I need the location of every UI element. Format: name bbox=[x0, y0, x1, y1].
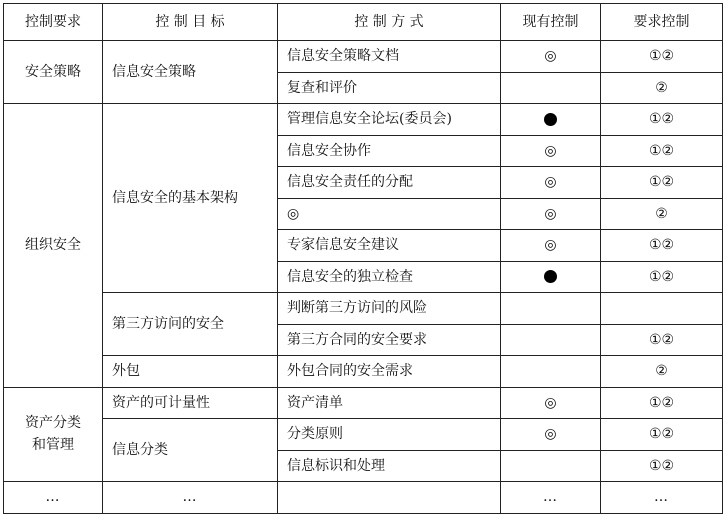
category-line: 和管理 bbox=[32, 437, 74, 454]
table-row bbox=[4, 41, 723, 73]
goal-cell: 外包 bbox=[103, 356, 278, 388]
method-cell: 信息标识和处理 bbox=[278, 450, 501, 482]
current-control-cell: … bbox=[501, 482, 601, 514]
table-row bbox=[4, 356, 723, 388]
current-control-cell: ◎ bbox=[501, 135, 601, 167]
table-row bbox=[4, 419, 723, 451]
current-control-cell bbox=[501, 324, 601, 356]
required-control-cell: ①② bbox=[601, 261, 723, 293]
required-control-cell: ①② bbox=[601, 41, 723, 73]
current-control-cell: ◎ bbox=[501, 230, 601, 262]
method-cell: 第三方合同的安全要求 bbox=[278, 324, 501, 356]
control-table-wrapper bbox=[3, 3, 723, 514]
required-control-cell: ①② bbox=[601, 135, 723, 167]
method-cell: 分类原则 bbox=[278, 419, 501, 451]
required-control-cell: ② bbox=[601, 356, 723, 388]
required-control-cell: ② bbox=[601, 72, 723, 104]
current-control-cell: ◎ bbox=[501, 198, 601, 230]
goal-cell: 信息分类 bbox=[103, 419, 278, 482]
current-control-cell bbox=[501, 293, 601, 325]
category-cell: 组织安全 bbox=[4, 104, 103, 388]
filled-circle-marker bbox=[544, 270, 557, 283]
header-goal: 控 制 目 标 bbox=[103, 4, 278, 41]
header-category: 控制要求 bbox=[4, 4, 103, 41]
current-control-cell bbox=[501, 450, 601, 482]
control-requirements-table bbox=[3, 3, 723, 514]
category-cell: … bbox=[4, 482, 103, 514]
required-control-cell: … bbox=[601, 482, 723, 514]
method-cell: 专家信息安全建议 bbox=[278, 230, 501, 262]
header-method: 控 制 方 式 bbox=[278, 4, 501, 41]
required-control-cell: ①② bbox=[601, 324, 723, 356]
method-cell: 复查和评价 bbox=[278, 72, 501, 104]
method-cell: 信息安全责任的分配 bbox=[278, 167, 501, 199]
category-cell bbox=[4, 387, 103, 482]
goal-cell: 资产的可计量性 bbox=[103, 387, 278, 419]
category-line: 资产分类 bbox=[25, 415, 81, 432]
method-cell: 资产清单 bbox=[278, 387, 501, 419]
table-row bbox=[4, 482, 723, 514]
current-control-cell: ◎ bbox=[501, 167, 601, 199]
current-control-cell: ◎ bbox=[501, 387, 601, 419]
table-header-row bbox=[4, 4, 723, 41]
header-required: 要求控制 bbox=[601, 4, 723, 41]
method-cell: 信息安全的独立检查 bbox=[278, 261, 501, 293]
goal-cell: 信息安全策略 bbox=[103, 41, 278, 104]
required-control-cell bbox=[601, 293, 723, 325]
required-control-cell: ①② bbox=[601, 167, 723, 199]
header-current: 现有控制 bbox=[501, 4, 601, 41]
current-control-cell bbox=[501, 356, 601, 388]
required-control-cell: ①② bbox=[601, 230, 723, 262]
required-control-cell: ①② bbox=[601, 104, 723, 136]
table-row bbox=[4, 104, 723, 136]
current-control-cell bbox=[501, 72, 601, 104]
current-control-cell bbox=[501, 261, 601, 293]
current-control-cell: ◎ bbox=[501, 41, 601, 73]
goal-cell: 信息安全的基本架构 bbox=[103, 104, 278, 293]
required-control-cell: ①② bbox=[601, 387, 723, 419]
method-cell: ◎ bbox=[278, 198, 501, 230]
goal-cell: … bbox=[103, 482, 278, 514]
method-cell: 管理信息安全论坛(委员会) bbox=[278, 104, 501, 136]
method-cell: 信息安全协作 bbox=[278, 135, 501, 167]
filled-circle-marker bbox=[544, 113, 557, 126]
required-control-cell: ①② bbox=[601, 419, 723, 451]
category-cell: 安全策略 bbox=[4, 41, 103, 104]
method-cell: 外包合同的安全需求 bbox=[278, 356, 501, 388]
current-control-cell: ◎ bbox=[501, 419, 601, 451]
goal-cell: 第三方访问的安全 bbox=[103, 293, 278, 356]
method-cell: 判断第三方访问的风险 bbox=[278, 293, 501, 325]
table-row bbox=[4, 293, 723, 325]
method-cell bbox=[278, 482, 501, 514]
current-control-cell bbox=[501, 104, 601, 136]
required-control-cell: ② bbox=[601, 198, 723, 230]
required-control-cell: ①② bbox=[601, 450, 723, 482]
method-cell: 信息安全策略文档 bbox=[278, 41, 501, 73]
table-row bbox=[4, 387, 723, 419]
